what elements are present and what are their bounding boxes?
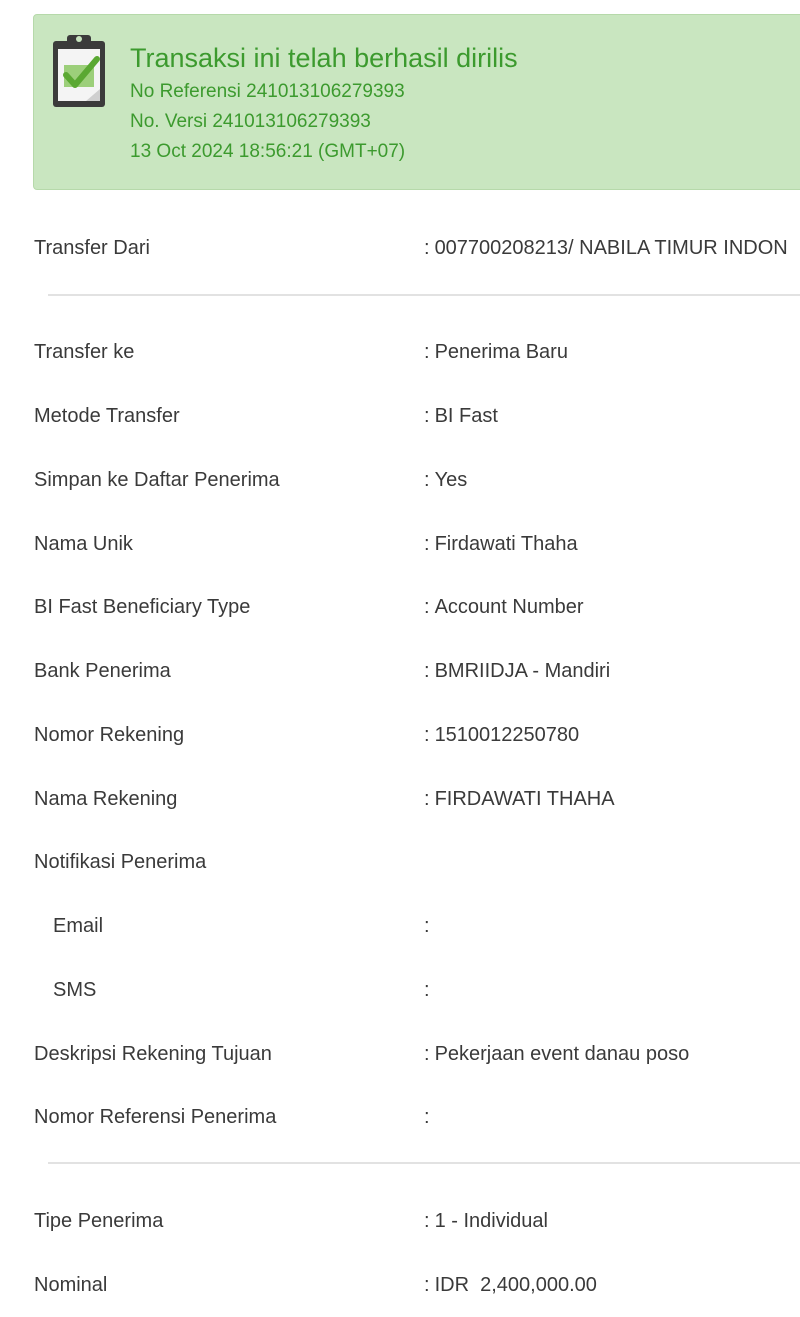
label-description: Deskripsi Rekening Tujuan — [34, 1043, 272, 1065]
label-transfer-from: Transfer Dari — [34, 237, 150, 259]
label-account-number: Nomor Rekening — [34, 724, 185, 746]
label-transfer-method: Metode Transfer — [34, 405, 180, 427]
row-bifast-type — [0, 587, 800, 627]
value-recipient-bank: : BMRIIDJA - Mandiri — [424, 660, 611, 682]
value-amount: : IDR 2,400,000.00 — [424, 1274, 597, 1296]
label-recipient-bank: Bank Penerima — [34, 660, 171, 682]
row-unique-name — [0, 524, 800, 564]
divider — [48, 294, 800, 296]
row-transfer-from — [0, 228, 800, 268]
value-transfer-from: : 007700208213/ NABILA TIMUR INDON — [424, 237, 788, 259]
value-save-to-list: : Yes — [424, 469, 468, 491]
value-recipient-reference: : — [424, 1106, 430, 1128]
transaction-datetime: 13 Oct 2024 18:56:21 (GMT+07) — [130, 141, 406, 162]
reference-number: No Referensi 241013106279393 — [130, 81, 405, 102]
row-recipient-reference — [0, 1097, 800, 1137]
label-save-to-list: Simpan ke Daftar Penerima — [34, 469, 280, 491]
row-description — [0, 1034, 800, 1074]
value-account-number: : 1510012250780 — [424, 724, 580, 746]
row-amount — [0, 1265, 800, 1305]
row-recipient-bank — [0, 651, 800, 691]
row-recipient-type — [0, 1201, 800, 1241]
label-email: Email — [53, 915, 104, 937]
label-recipient-reference: Nomor Referensi Penerima — [34, 1106, 277, 1128]
label-sms: SMS — [53, 979, 97, 1001]
value-recipient-type: : 1 - Individual — [424, 1210, 548, 1232]
value-description: : Pekerjaan event danau poso — [424, 1043, 690, 1065]
label-recipient-type: Tipe Penerima — [34, 1210, 164, 1232]
row-recipient-notification — [0, 842, 800, 882]
row-transfer-method — [0, 396, 800, 436]
label-recipient-notification: Notifikasi Penerima — [34, 851, 207, 873]
value-unique-name: : Firdawati Thaha — [424, 533, 578, 555]
row-email — [0, 906, 800, 946]
label-account-name: Nama Rekening — [34, 788, 178, 810]
version-number: No. Versi 241013106279393 — [130, 111, 371, 132]
success-banner — [33, 14, 800, 190]
row-save-to-list — [0, 460, 800, 500]
row-account-name — [0, 779, 800, 819]
clipboard-check-icon — [50, 31, 108, 111]
value-bifast-type: : Account Number — [424, 596, 584, 618]
value-transfer-to: : Penerima Baru — [424, 341, 568, 363]
banner-title: Transaksi ini telah berhasil dirilis — [130, 43, 518, 73]
label-transfer-to: Transfer ke — [34, 341, 135, 363]
label-amount: Nominal — [34, 1274, 108, 1296]
label-bifast-type: BI Fast Beneficiary Type — [34, 596, 251, 618]
label-unique-name: Nama Unik — [34, 533, 133, 555]
row-transfer-to — [0, 332, 800, 372]
value-transfer-method: : BI Fast — [424, 405, 498, 427]
value-email: : — [424, 915, 430, 937]
row-account-number — [0, 715, 800, 755]
value-sms: : — [424, 979, 430, 1001]
row-sms — [0, 970, 800, 1010]
value-account-name: : FIRDAWATI THAHA — [424, 788, 615, 810]
divider — [48, 1162, 800, 1164]
